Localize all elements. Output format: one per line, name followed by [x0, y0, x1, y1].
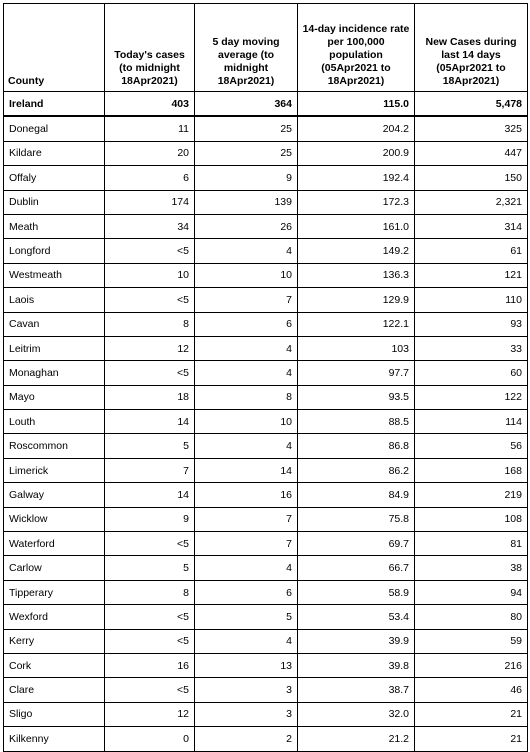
cell-county: Kildare	[4, 141, 105, 165]
cell-new-cases: 60	[415, 361, 528, 385]
cell-moving-average: 7	[195, 507, 298, 531]
cell-todays-cases: 20	[105, 141, 195, 165]
cell-todays-cases: <5	[105, 288, 195, 312]
cell-todays-cases: 8	[105, 580, 195, 604]
cell-moving-average: 14	[195, 458, 298, 482]
cell-county: Kerry	[4, 629, 105, 653]
cell-incidence-rate: 84.9	[298, 483, 415, 507]
table-row	[4, 483, 528, 507]
header-todays-cases: Today's cases (to midnight 18Apr2021)	[105, 4, 195, 92]
cell-county: Clare	[4, 678, 105, 702]
cell-new-cases: 110	[415, 288, 528, 312]
cell-incidence-rate: 38.7	[298, 678, 415, 702]
table-row	[4, 507, 528, 531]
cell-incidence-rate: 93.5	[298, 385, 415, 409]
table-row	[4, 580, 528, 604]
cell-incidence-rate: 122.1	[298, 312, 415, 336]
cell-moving-average: 3	[195, 702, 298, 726]
cell-incidence-rate: 86.2	[298, 458, 415, 482]
cell-county: Meath	[4, 214, 105, 238]
cell-incidence-rate: 103	[298, 336, 415, 360]
cell-todays-cases: 0	[105, 727, 195, 751]
cell-county: Leitrim	[4, 336, 105, 360]
cell-moving-average: 25	[195, 116, 298, 141]
covid-county-table-container	[3, 3, 528, 752]
table-row	[4, 312, 528, 336]
table-row	[4, 410, 528, 434]
cell-moving-average: 7	[195, 532, 298, 556]
cell-todays-cases: 174	[105, 190, 195, 214]
cell-county: Louth	[4, 410, 105, 434]
cell-todays-cases: 6	[105, 166, 195, 190]
cell-county: Sligo	[4, 702, 105, 726]
cell-new-cases: 122	[415, 385, 528, 409]
cell-todays-cases: <5	[105, 605, 195, 629]
total-row	[4, 92, 528, 117]
cell-new-cases: 325	[415, 116, 528, 141]
cell-county: Cavan	[4, 312, 105, 336]
table-row	[4, 239, 528, 263]
table-row	[4, 678, 528, 702]
cell-moving-average: 16	[195, 483, 298, 507]
cell-new-cases: 168	[415, 458, 528, 482]
cell-new-cases: 61	[415, 239, 528, 263]
cell-todays-cases: 18	[105, 385, 195, 409]
cell-incidence-rate: 204.2	[298, 116, 415, 141]
cell-new-cases: 46	[415, 678, 528, 702]
cell-todays-cases: 14	[105, 410, 195, 434]
cell-county: Dublin	[4, 190, 105, 214]
cell-incidence-rate: 66.7	[298, 556, 415, 580]
table-row	[4, 458, 528, 482]
cell-moving-average: 4	[195, 336, 298, 360]
cell-moving-average: 7	[195, 288, 298, 312]
table-row	[4, 385, 528, 409]
cell-new-cases: 5,478	[415, 92, 528, 117]
cell-incidence-rate: 149.2	[298, 239, 415, 263]
cell-county: Mayo	[4, 385, 105, 409]
cell-county: Tipperary	[4, 580, 105, 604]
cell-moving-average: 6	[195, 580, 298, 604]
cell-todays-cases: 5	[105, 434, 195, 458]
cell-county: Carlow	[4, 556, 105, 580]
cell-moving-average: 4	[195, 361, 298, 385]
cell-county: Cork	[4, 653, 105, 677]
cell-moving-average: 5	[195, 605, 298, 629]
cell-new-cases: 93	[415, 312, 528, 336]
cell-moving-average: 4	[195, 629, 298, 653]
cell-todays-cases: 9	[105, 507, 195, 531]
table-row	[4, 288, 528, 312]
cell-moving-average: 10	[195, 263, 298, 287]
cell-incidence-rate: 39.9	[298, 629, 415, 653]
cell-new-cases: 2,321	[415, 190, 528, 214]
table-row	[4, 556, 528, 580]
cell-todays-cases: 14	[105, 483, 195, 507]
cell-new-cases: 121	[415, 263, 528, 287]
cell-incidence-rate: 32.0	[298, 702, 415, 726]
cell-new-cases: 80	[415, 605, 528, 629]
cell-incidence-rate: 136.3	[298, 263, 415, 287]
cell-incidence-rate: 129.9	[298, 288, 415, 312]
cell-todays-cases: 16	[105, 653, 195, 677]
cell-new-cases: 314	[415, 214, 528, 238]
cell-incidence-rate: 192.4	[298, 166, 415, 190]
cell-todays-cases: <5	[105, 239, 195, 263]
cell-county: Wexford	[4, 605, 105, 629]
cell-todays-cases: 34	[105, 214, 195, 238]
cell-moving-average: 4	[195, 239, 298, 263]
cell-county: Offaly	[4, 166, 105, 190]
cell-moving-average: 3	[195, 678, 298, 702]
cell-moving-average: 4	[195, 556, 298, 580]
table-row	[4, 166, 528, 190]
cell-moving-average: 25	[195, 141, 298, 165]
cell-county: Laois	[4, 288, 105, 312]
cell-incidence-rate: 97.7	[298, 361, 415, 385]
table-row	[4, 727, 528, 751]
cell-new-cases: 216	[415, 653, 528, 677]
cell-incidence-rate: 39.8	[298, 653, 415, 677]
cell-county: Limerick	[4, 458, 105, 482]
cell-todays-cases: 8	[105, 312, 195, 336]
cell-county: Monaghan	[4, 361, 105, 385]
cell-incidence-rate: 75.8	[298, 507, 415, 531]
cell-county: Roscommon	[4, 434, 105, 458]
header-new-cases: New Cases during last 14 days (05Apr2021 to 18Apr2021)	[415, 4, 528, 92]
cell-moving-average: 8	[195, 385, 298, 409]
cell-moving-average: 13	[195, 653, 298, 677]
cell-county: Ireland	[4, 92, 105, 117]
cell-new-cases: 33	[415, 336, 528, 360]
table-row	[4, 702, 528, 726]
cell-todays-cases: <5	[105, 532, 195, 556]
cell-new-cases: 56	[415, 434, 528, 458]
table-body	[4, 92, 528, 752]
cell-moving-average: 139	[195, 190, 298, 214]
cell-new-cases: 219	[415, 483, 528, 507]
cell-county: Kilkenny	[4, 727, 105, 751]
cell-new-cases: 59	[415, 629, 528, 653]
cell-new-cases: 21	[415, 702, 528, 726]
header-incidence-rate: 14-day incidence rate per 100,000 population (05Apr2021 to 18Apr2021)	[298, 4, 415, 92]
table-row	[4, 263, 528, 287]
table-row	[4, 214, 528, 238]
cell-new-cases: 94	[415, 580, 528, 604]
cell-moving-average: 10	[195, 410, 298, 434]
cell-todays-cases: 7	[105, 458, 195, 482]
table-row	[4, 605, 528, 629]
cell-new-cases: 447	[415, 141, 528, 165]
table-row	[4, 336, 528, 360]
cell-new-cases: 81	[415, 532, 528, 556]
cell-moving-average: 2	[195, 727, 298, 751]
cell-todays-cases: <5	[105, 629, 195, 653]
table-row	[4, 116, 528, 141]
cell-county: Longford	[4, 239, 105, 263]
cell-moving-average: 9	[195, 166, 298, 190]
covid-county-table	[3, 3, 528, 752]
cell-incidence-rate: 21.2	[298, 727, 415, 751]
cell-incidence-rate: 69.7	[298, 532, 415, 556]
cell-county: Donegal	[4, 116, 105, 141]
cell-incidence-rate: 115.0	[298, 92, 415, 117]
cell-incidence-rate: 172.3	[298, 190, 415, 214]
cell-incidence-rate: 88.5	[298, 410, 415, 434]
cell-new-cases: 21	[415, 727, 528, 751]
cell-incidence-rate: 86.8	[298, 434, 415, 458]
table-row	[4, 190, 528, 214]
cell-todays-cases: 5	[105, 556, 195, 580]
table-row	[4, 653, 528, 677]
header-row	[4, 4, 528, 92]
cell-county: Waterford	[4, 532, 105, 556]
cell-county: Wicklow	[4, 507, 105, 531]
cell-todays-cases: 12	[105, 336, 195, 360]
cell-incidence-rate: 200.9	[298, 141, 415, 165]
cell-county: Westmeath	[4, 263, 105, 287]
header-county: County	[4, 4, 105, 92]
header-moving-average: 5 day moving average (to midnight 18Apr2021)	[195, 4, 298, 92]
table-row	[4, 629, 528, 653]
cell-todays-cases: 11	[105, 116, 195, 141]
cell-new-cases: 108	[415, 507, 528, 531]
cell-incidence-rate: 53.4	[298, 605, 415, 629]
cell-todays-cases: 403	[105, 92, 195, 117]
cell-todays-cases: 12	[105, 702, 195, 726]
cell-moving-average: 26	[195, 214, 298, 238]
table-row	[4, 141, 528, 165]
cell-new-cases: 38	[415, 556, 528, 580]
cell-new-cases: 114	[415, 410, 528, 434]
table-row	[4, 532, 528, 556]
table-row	[4, 361, 528, 385]
cell-incidence-rate: 161.0	[298, 214, 415, 238]
cell-incidence-rate: 58.9	[298, 580, 415, 604]
cell-county: Galway	[4, 483, 105, 507]
table-row	[4, 434, 528, 458]
cell-moving-average: 4	[195, 434, 298, 458]
cell-moving-average: 6	[195, 312, 298, 336]
cell-moving-average: 364	[195, 92, 298, 117]
cell-todays-cases: <5	[105, 678, 195, 702]
cell-todays-cases: <5	[105, 361, 195, 385]
cell-new-cases: 150	[415, 166, 528, 190]
cell-todays-cases: 10	[105, 263, 195, 287]
